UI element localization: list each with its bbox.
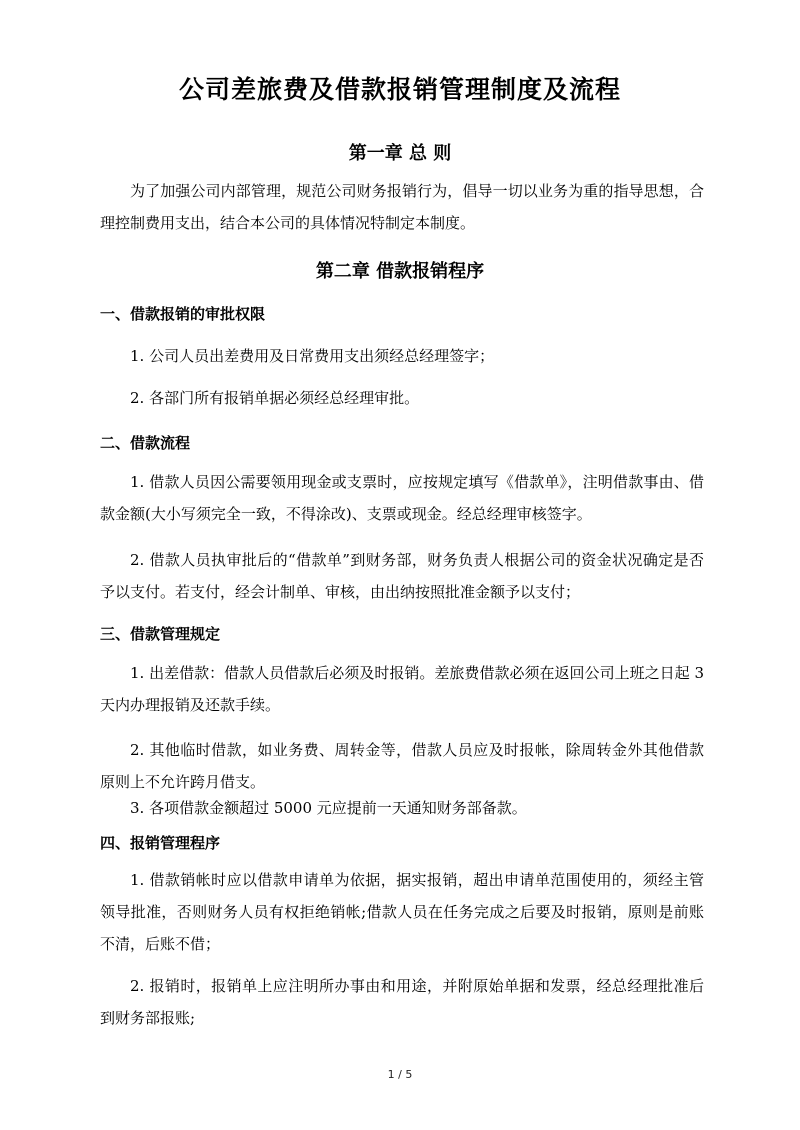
page-indicator: 1 / 5 [387,1068,413,1081]
section-3-item-1: 1. 出差借款：借款人员借款后必须及时报销。差旅费借款必须在返回公司上班之日起 3天内办理报销及还款手续。 [100,664,704,714]
section-1-heading: 一、借款报销的审批权限 [100,305,266,323]
section-4-heading: 四、报销管理程序 [100,834,221,852]
section-3-item-2: 2. 其他临时借款，如业务费、周转金等，借款人员应及时报帐，除周转金外其他借款原则上不允许跨月借支。 [100,741,704,791]
section-3-heading: 三、借款管理规定 [100,625,221,643]
section-2-item-1: 1. 借款人员因公需要领用现金或支票时，应按规定填写《借款单》，注明借款事由、借款金额(大小写须完全一致，不得涂改)、支票或现金。经总经理审核签字。 [100,473,704,523]
section-4-item-1: 1. 借款销帐时应以借款申请单为依据，据实报销，超出申请单范围使用的，须经主管领导批准，否则财务人员有权拒绝销帐;借款人员在任务完成之后要及时报销，原则是前账不清，后账不借； [100,871,704,953]
section-1-item-1: 1. 公司人员出差费用及日常费用支出须经总经理签字； [130,347,495,365]
document-title: 公司差旅费及借款报销管理制度及流程 [178,75,621,104]
chapter-1-heading: 第一章 总 则 [348,143,452,164]
section-1-item-2: 2. 各部门所有报销单据必须经总经理审批。 [130,389,420,407]
section-3-item-3: 3. 各项借款金额超过 5000 元应提前一天通知财务部备款。 [130,799,527,817]
chapter-2-heading: 第二章 借款报销程序 [315,261,485,282]
section-2-item-2: 2. 借款人员执审批后的“借款单”到财务部，财务负责人根据公司的资金状况确定是否予以支付。若支付，经会计制单、审核，由出纳按照批准金额予以支付； [100,551,704,601]
chapter-1-intro: 为了加强公司内部管理，规范公司财务报销行为，倡导一切以业务为重的指导思想，合理控制费用支出，结合本公司的具体情况特制定本制度。 [100,182,704,232]
section-2-heading: 二、借款流程 [100,434,191,452]
section-4-item-2: 2. 报销时，报销单上应注明所办事由和用途，并附原始单据和发票，经总经理批准后到财务部报账; [100,977,704,1027]
